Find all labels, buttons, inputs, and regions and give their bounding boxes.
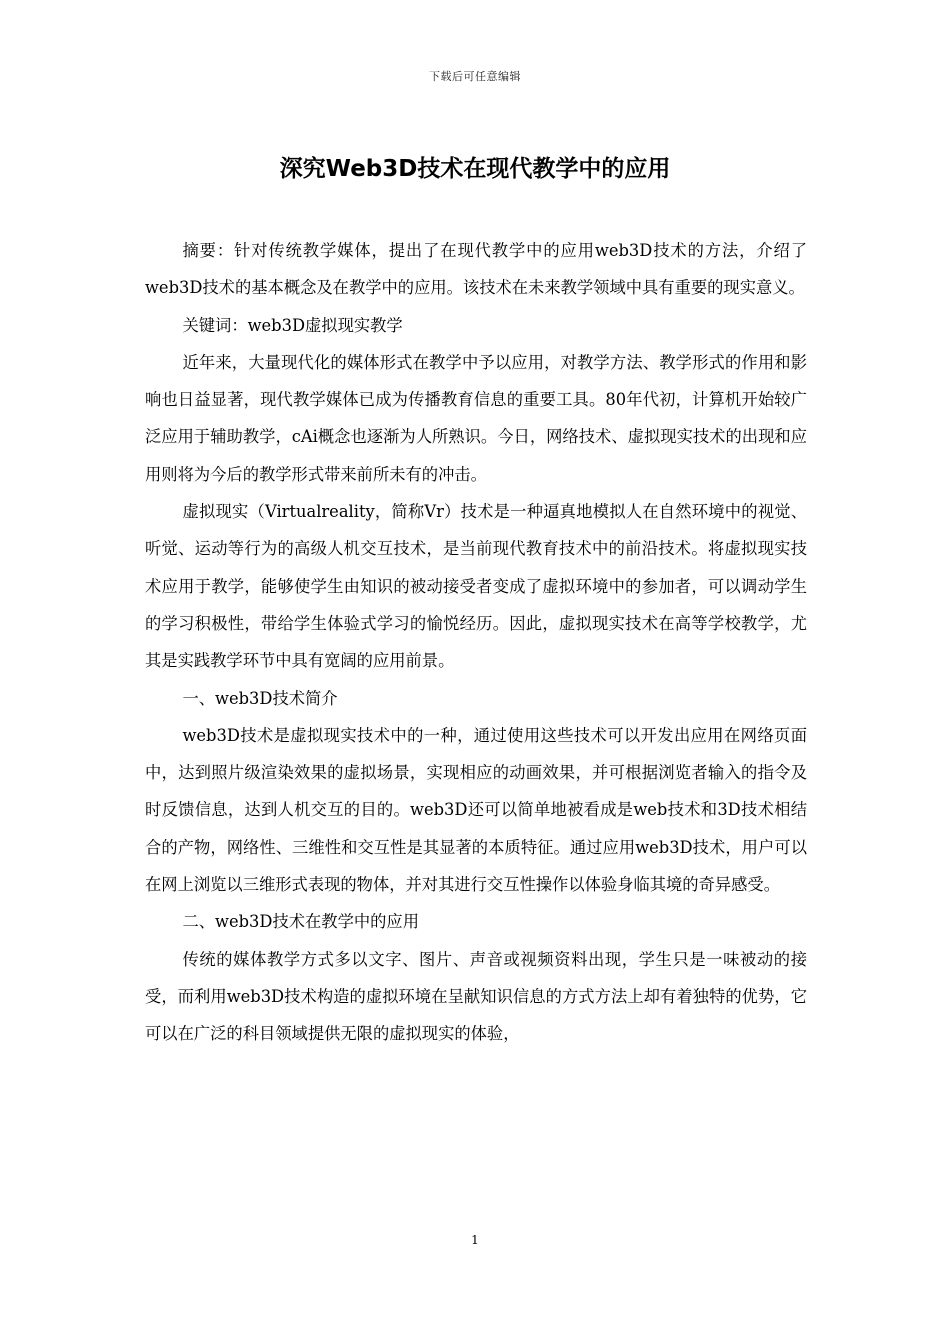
document-title: 深究Web3D技术在现代教学中的应用 — [279, 156, 671, 182]
vr-paragraph: 虚拟现实（Virtualreality，简称Vr）技术是一种逼真地模拟人在自然环境中的视觉、听觉、运动等行为的高级人机交互技术，是当前现代教育技术中的前沿技术。将虚拟现实技术应用于教学，能够使学生由知识的被动接受者变成了虚拟环境中的参加者，可以调动学生的学习积极性，带给学生体验式学习的愉悦经历。因此，虚拟现实技术在高等学校教学，尤其是实践教学环节中具有宽阔的应用前景。 — [145, 502, 807, 671]
intro-paragraph: 近年来，大量现代化的媒体形式在教学中予以应用，对教学方法、教学形式的作用和影响也日益显著，现代教学媒体已成为传播教育信息的重要工具。80年代初，计算机开始较广泛应用于辅助教学，cAi概念也逐渐为人所熟识。今日，网络技术、虚拟现实技术的出现和应用则将为今后的教学形式带来前所未有的冲击。 — [145, 352, 807, 484]
keywords-paragraph: 关键词：web3D虚拟现实教学 — [182, 315, 403, 335]
abstract-paragraph: 摘要：针对传统教学媒体，提出了在现代教学中的应用web3D技术的方法，介绍了web3D技术的基本概念及在教学中的应用。该技术在未来教学领域中具有重要的现实意义。 — [145, 241, 807, 298]
document-body — [145, 232, 807, 1053]
section-heading-2: 二、web3D技术在教学中的应用 — [182, 912, 419, 932]
page-number: 1 — [471, 1233, 479, 1247]
teaching-paragraph: 传统的媒体教学方式多以文字、图片、声音或视频资料出现，学生只是一味被动的接受，而利用web3D技术构造的虚拟环境在呈献知识信息的方式方法上却有着独特的优势，它可以在广泛的科目领域提供无限的虚拟现实的体验， — [145, 949, 807, 1044]
section-heading-1: 一、web3D技术简介 — [182, 688, 338, 708]
web3d-intro-paragraph: web3D技术是虚拟现实技术中的一种，通过使用这些技术可以开发出应用在网络页面中，达到照片级渲染效果的虚拟场景，实现相应的动画效果，并可根据浏览者输入的指令及时反馈信息，达到人机交互的目的。web3D还可以简单地被看成是web技术和3D技术相结合的产物，网络性、三维性和交互性是其显著的本质特征。通过应用web3D技术，用户可以在网上浏览以三维形式表现的物体，并对其进行交互性操作以体验身临其境的奇异感受。 — [145, 725, 807, 895]
header-note: 下载后可任意编辑 — [429, 70, 521, 83]
